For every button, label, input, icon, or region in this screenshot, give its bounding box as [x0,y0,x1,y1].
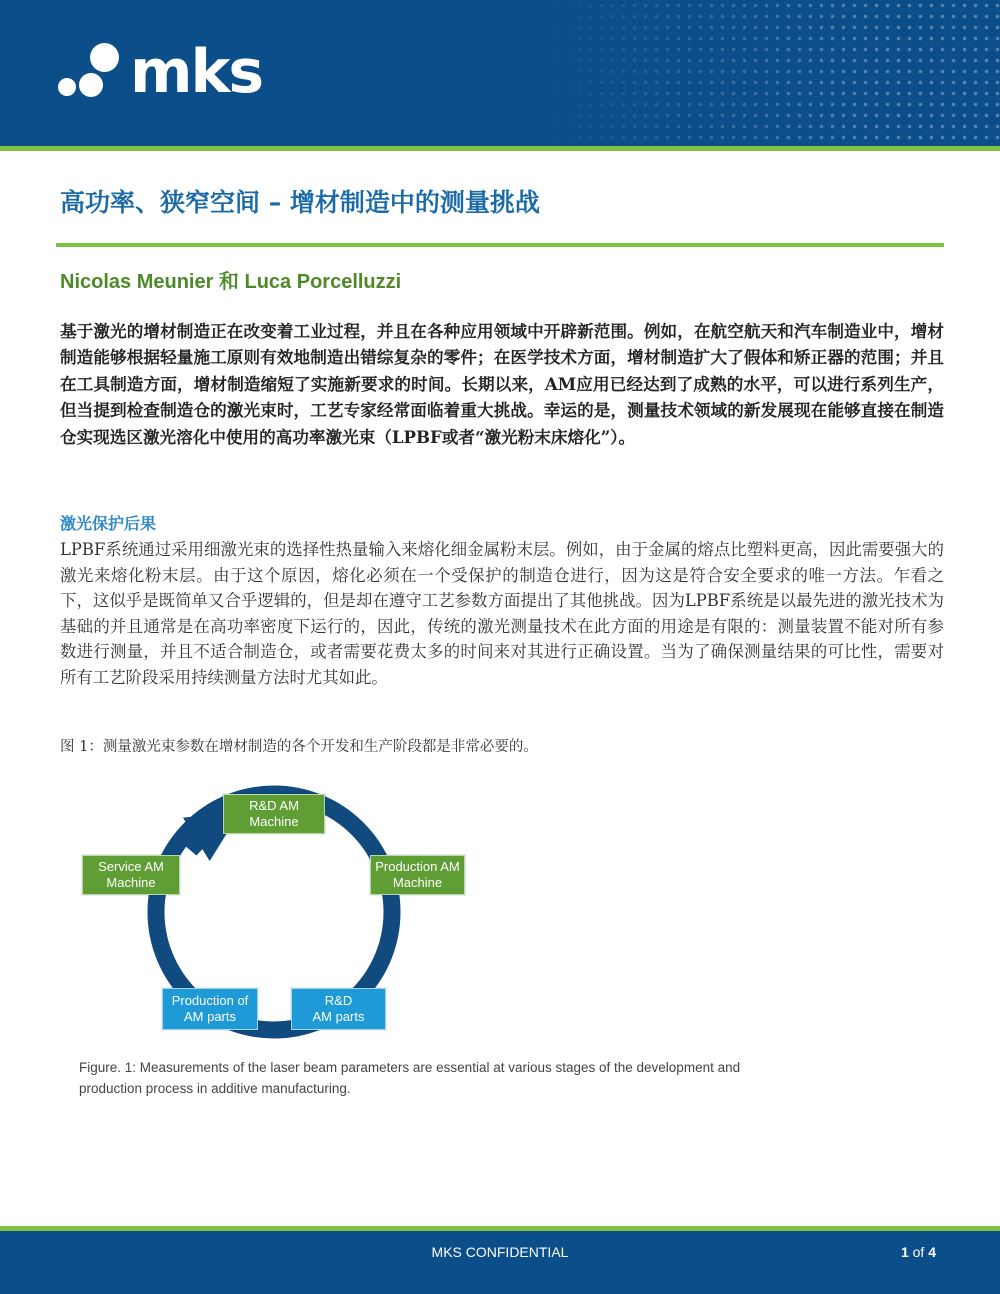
figure-caption-english: Figure. 1: Measurements of the laser beam parameters are essential at various stages of the development and production process in additive manufacturing. [79,1060,741,1096]
node-rd-am-parts [291,988,386,1030]
node-production-am-parts [162,988,258,1030]
node-production-am-parts-line1: Production of [171,993,249,1008]
logo-wordmark: mks [130,37,263,107]
node-rd-am-machine-line2: Machine [249,814,299,829]
node-service-am-machine-line2: Machine [106,875,156,890]
logo-dot-medium [79,73,103,97]
page-footer [0,1231,1000,1294]
confidential-label: MKS CONFIDENTIAL [431,1244,569,1260]
page-separator: of [908,1244,929,1260]
node-rd-am-parts-line2: AM parts [312,1009,365,1024]
node-service-am-machine-line1: Service AM [98,859,164,874]
node-rd-am-machine-line1: R&D AM [249,798,299,813]
header-divider [0,146,1000,151]
mks-logo [56,37,266,107]
node-rd-am-parts-line1: R&D [324,993,353,1008]
logo-dot-small [58,78,76,96]
title-divider [56,243,944,247]
logo-dot-large [90,43,119,72]
page-total: 4 [928,1244,936,1260]
node-rd-am-machine [223,794,325,834]
figure-caption-chinese: 图 1：测量激光束参数在增材制造的各个开发和生产阶段都是非常必要的。 [60,739,538,755]
section-heading: 激光保护后果 [60,514,157,533]
node-service-am-machine [82,855,180,895]
page-number [901,1242,936,1262]
authors: Nicolas Meunier 和 Luca Porcelluzzi [60,271,402,293]
intro-paragraph: 基于激光的增材制造正在改变着工业过程，并且在各种应用领域中开辟新范围。例如，在航空航天和汽车制造业中，增材制造能够根据轻量施工原则有效地制造出错综复杂的零件；在医学技术方面，增材制造扩大了假体和矫正器的范围；并且在工具制造方面，增材制造缩短了实施新要求的时间。长期以来，AM应用已经达到了成熟的水平，可以进行系列生产，但当提到检查制造仓的激光束时，工艺专家经常面临着重大挑战。幸运的是，测量技术领域的新发展现在能够直接在制造仓实现选区激光溶化中使用的高功率激光束（LPBF或者“激光粉末床熔化”）。 [60,321,944,447]
page-current: 1 [900,1244,909,1260]
node-production-am-machine-line1: Production AM [375,859,460,874]
page-header [0,0,1000,146]
section-body: LPBF系统通过采用细激光束的选择性热量输入来熔化细金属粉末层。例如，由于金属的熔点比塑料更高，因此需要强大的激光来熔化粉末层。由于这个原因，熔化必须在一个受保护的制造仓进行，因为这是符合安全要求的唯一方法。乍看之下，这似乎是既简单又合乎逻辑的，但是却在遵守工艺参数方面提出了其他挑战。因为LPBF系统是以最先进的激光技术为基础的并且通常是在高功率密度下运行的，因此，传统的激光测量技术在此方面的用途是有限的：测量装置不能对所有参数进行测量，并且不适合制造仓，或者需要花费太多的时间来对其进行正确设置。当为了确保测量结果的可比性，需要对所有工艺阶段采用持续测量方法时尤其如此。 [60,540,944,687]
node-production-am-parts-line2: AM parts [183,1009,236,1024]
header-dot-pattern [530,0,1000,146]
am-cycle-diagram [70,780,490,1045]
node-production-am-machine [370,855,465,895]
page-title: 高功率、狭窄空间 – 增材制造中的测量挑战 [60,188,540,217]
node-production-am-machine-line2: Machine [392,875,443,890]
